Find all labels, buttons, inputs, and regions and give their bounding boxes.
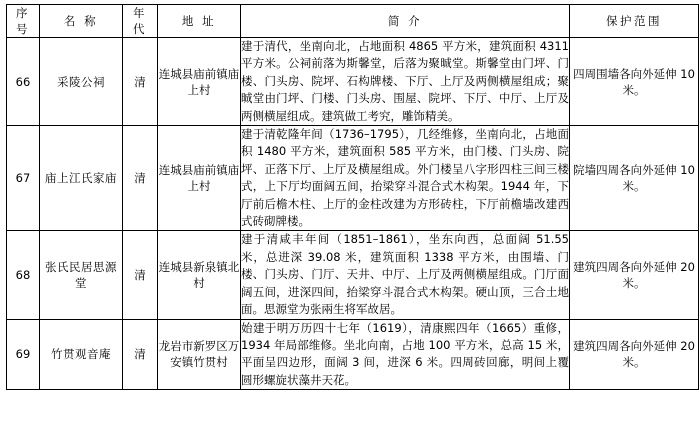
cell-address: 连城县新泉镇北村 [158, 231, 241, 319]
cell-scope: 四周围墙各向外延伸 10 米。 [570, 38, 699, 126]
table-row [7, 38, 699, 126]
heritage-listing-table [6, 4, 699, 390]
cell-name: 竹贯观音庵 [40, 319, 123, 390]
cell-no: 68 [7, 231, 40, 319]
cell-era: 清 [123, 38, 158, 126]
header-description: 简 介 [241, 5, 570, 38]
cell-era: 清 [123, 231, 158, 319]
cell-description: 始建于明万历四十七年（1619），清康熙四年（1665）重修，1934 年局部维修。坐北向南，占地 100 平方米，总高 15 米，平面呈四边形，面阔 3 间，进深 6 米。四周砖回廊，明间上覆圆形螺旋状藻井天花。 [241, 319, 570, 390]
cell-address: 连城县庙前镇庙上村 [158, 38, 241, 126]
header-name: 名 称 [40, 5, 123, 38]
cell-description: 建于清代，坐南向北，占地面积 4865 平方米，建筑面积 4311 平方米。公祠前落为斯馨堂，后落为聚晠堂。斯馨堂由门坪、门楼、门头房、院坪、石构牌楼、下厅、上厅及两侧横屋组成；聚晠堂由门坪、门楼、门头房、围屋、院坪、下厅、中厅、上厅及两侧横屋组成。建筑做工考究，雕饰精美。 [241, 38, 570, 126]
cell-name: 采陵公祠 [40, 38, 123, 126]
cell-name: 庙上江氏家庙 [40, 126, 123, 231]
table-header [7, 5, 699, 38]
cell-address: 龙岩市新罗区万安镇竹贯村 [158, 319, 241, 390]
table-body [7, 38, 699, 390]
header-no: 序 号 [7, 5, 40, 38]
cell-no: 66 [7, 38, 40, 126]
cell-name: 张氏民居思源堂 [40, 231, 123, 319]
cell-era: 清 [123, 319, 158, 390]
table-row [7, 231, 699, 319]
cell-description: 建于清咸丰年间（1851–1861），坐东向西，总面阔 51.55 米，总进深 39.08 米，建筑面积 1338 平方米，由围墙、门楼、门头房、门厅、天井、中厅、上厅及两侧横屋组成。门厅面阔五间，进深四间，抬梁穿斗混合式木构架。硬山顶，三合土地面。思源堂为张兩生将军故居。 [241, 231, 570, 319]
header-scope: 保护范围 [570, 5, 699, 38]
header-address: 地 址 [158, 5, 241, 38]
table-header-row [7, 5, 699, 38]
cell-scope: 建筑四周各向外延伸 20 米。 [570, 231, 699, 319]
cell-scope: 建筑四周各向外延伸 20 米。 [570, 319, 699, 390]
cell-no: 69 [7, 319, 40, 390]
cell-address: 连城县庙前镇庙上村 [158, 126, 241, 231]
header-era: 年 代 [123, 5, 158, 38]
cell-no: 67 [7, 126, 40, 231]
table-row [7, 319, 699, 390]
cell-era: 清 [123, 126, 158, 231]
cell-scope: 院墙四周各向外延伸 10 米。 [570, 126, 699, 231]
table-row [7, 126, 699, 231]
cell-description: 建于清乾隆年间（1736–1795），几经维修，坐南向北，占地面积 1480 平方米，建筑面积 585 平方米，由门楼、门头房、院坪、正落下厅、上厅及横屋组成。外门楼呈八字形四柱三间三楼式，上下厅均面阔五间，抬梁穿斗混合式木构架。1944 年，下厅前后檐木柱、上厅的金柱改建为方形砖柱，下厅前檐墙改建西式砖砌牌楼。 [241, 126, 570, 231]
